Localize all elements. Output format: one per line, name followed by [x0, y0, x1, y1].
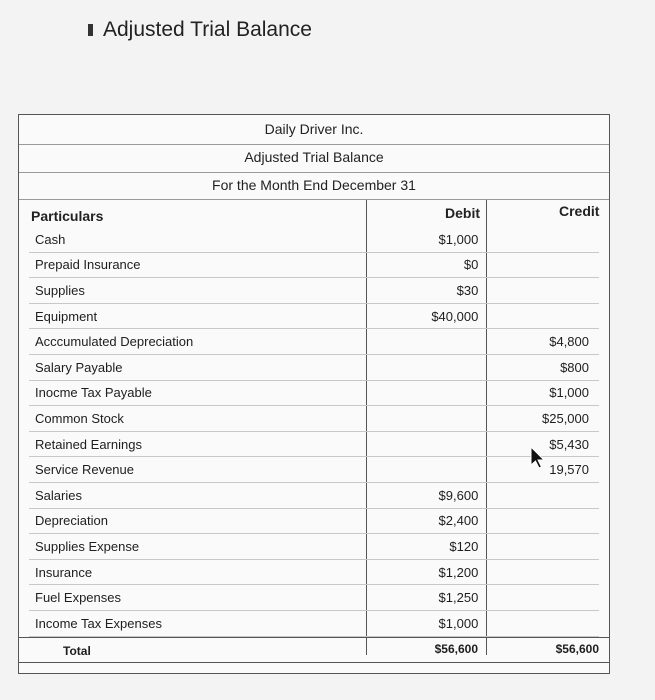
credit-value: $25,000 [488, 406, 599, 432]
account-name: Service Revenue [29, 457, 364, 483]
table-row [29, 278, 599, 304]
debit-value: $2,400 [364, 508, 488, 534]
credit-value: 19,570 [488, 457, 599, 483]
account-name: Supplies [29, 278, 364, 304]
debit-header: Debit [445, 205, 480, 221]
credit-value [488, 610, 599, 636]
account-name: Cash [29, 227, 364, 252]
credit-value [488, 252, 599, 278]
account-name: Common Stock [29, 406, 364, 432]
table-row [29, 252, 599, 278]
table-row [29, 406, 599, 432]
total-row [19, 637, 609, 663]
table-row [29, 329, 599, 355]
divider [19, 199, 609, 200]
page-heading [88, 18, 312, 42]
debit-value: $1,000 [364, 227, 488, 252]
debit-value [364, 457, 488, 483]
credit-value: $1,000 [488, 380, 599, 406]
credit-value: $800 [488, 354, 599, 380]
debit-value: $40,000 [364, 303, 488, 329]
table-row [29, 559, 599, 585]
account-name: Supplies Expense [29, 534, 364, 560]
account-name: Insurance [29, 559, 364, 585]
table-row [29, 354, 599, 380]
credit-value [488, 559, 599, 585]
debit-value: $30 [364, 278, 488, 304]
debit-value [364, 354, 488, 380]
total-credit: $56,600 [555, 642, 599, 656]
table-row [29, 534, 599, 560]
credit-value [488, 278, 599, 304]
debit-value: $1,250 [364, 585, 488, 611]
debit-value: $1,200 [364, 559, 488, 585]
account-name: Acccumulated Depreciation [29, 329, 364, 355]
account-name: Retained Earnings [29, 431, 364, 457]
debit-value: $9,600 [364, 482, 488, 508]
debit-value: $120 [364, 534, 488, 560]
credit-value [488, 508, 599, 534]
table-row [29, 457, 599, 483]
statement-title: Adjusted Trial Balance [244, 149, 384, 165]
debit-value [364, 431, 488, 457]
account-name: Equipment [29, 303, 364, 329]
table-row [29, 431, 599, 457]
credit-value [488, 585, 599, 611]
total-label: Total [63, 644, 91, 658]
total-debit: $56,600 [434, 642, 478, 656]
account-name: Prepaid Insurance [29, 252, 364, 278]
debit-value [364, 380, 488, 406]
table-row [29, 585, 599, 611]
company-name: Daily Driver Inc. [264, 121, 364, 137]
debit-value: $0 [364, 252, 488, 278]
statement-period: For the Month End December 31 [212, 177, 416, 193]
table-row [29, 380, 599, 406]
divider [19, 172, 609, 173]
table-row [29, 508, 599, 534]
table-row [29, 482, 599, 508]
account-name: Fuel Expenses [29, 585, 364, 611]
table-row [29, 303, 599, 329]
credit-value [488, 534, 599, 560]
credit-value [488, 303, 599, 329]
mouse-cursor-icon [530, 446, 546, 470]
debit-value [364, 406, 488, 432]
credit-value [488, 482, 599, 508]
page-heading-text: Adjusted Trial Balance [103, 18, 312, 41]
trial-balance-sheet [18, 114, 610, 674]
account-name: Income Tax Expenses [29, 610, 364, 636]
account-name: Salaries [29, 482, 364, 508]
accounts-table [29, 227, 599, 637]
particulars-header: Particulars [31, 208, 104, 224]
bullet-icon [88, 24, 93, 36]
credit-value: $5,430 [488, 431, 599, 457]
credit-value [488, 227, 599, 252]
table-row [29, 227, 599, 252]
debit-value [364, 329, 488, 355]
table-row [29, 610, 599, 636]
divider [19, 144, 609, 145]
credit-value: $4,800 [488, 329, 599, 355]
account-name: Salary Payable [29, 354, 364, 380]
account-name: Depreciation [29, 508, 364, 534]
account-name: Inocme Tax Payable [29, 380, 364, 406]
debit-value: $1,000 [364, 610, 488, 636]
credit-header: Credit [559, 203, 600, 219]
